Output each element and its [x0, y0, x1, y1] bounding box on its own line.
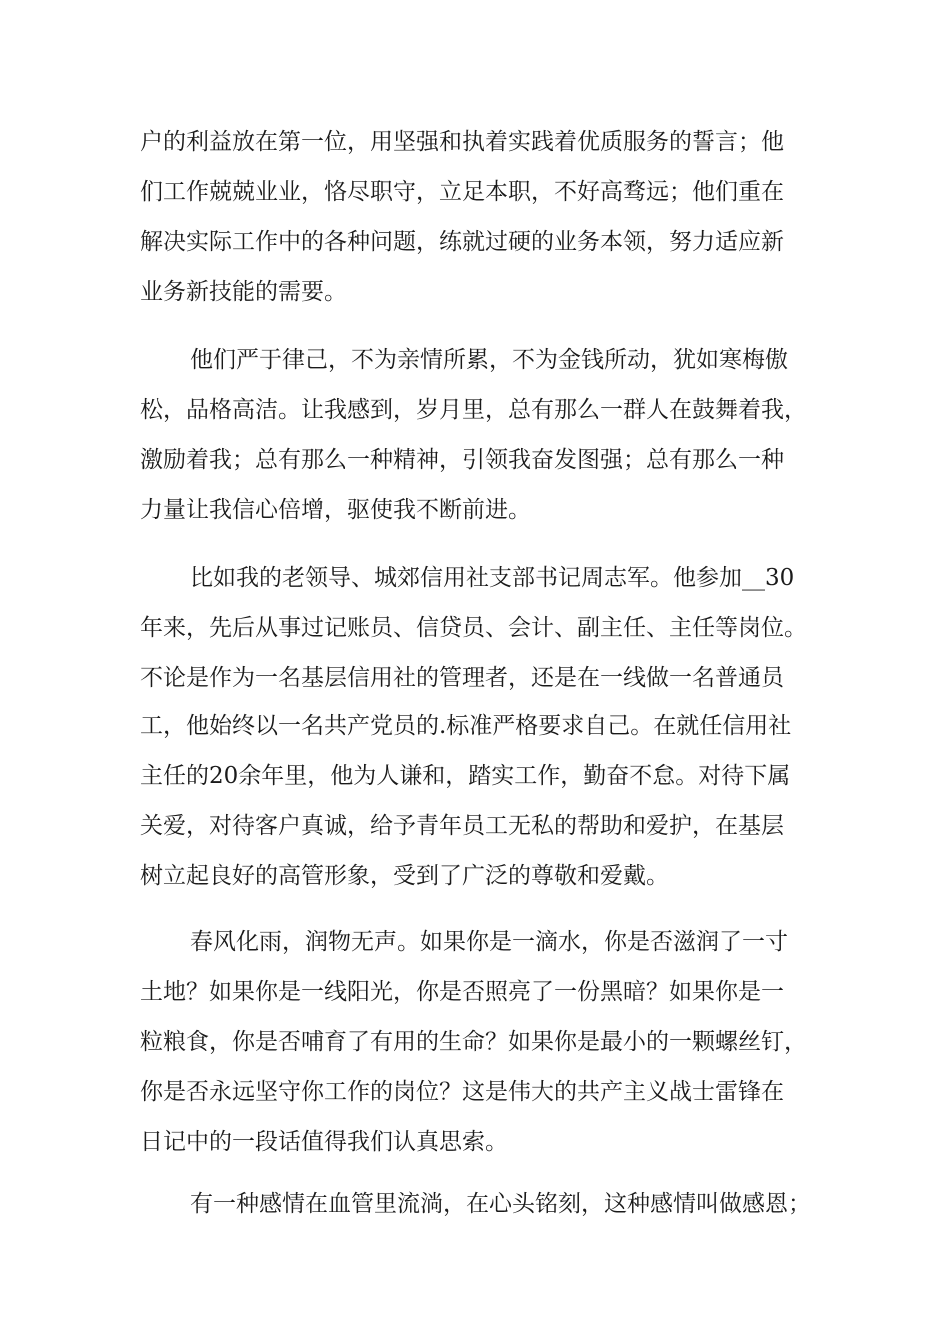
text-line: 年来，先后从事过记账员、信贷员、会计、副主任、主任等岗位。 [140, 615, 807, 641]
text-line: 松，品格高洁。让我感到，岁月里，总有那么一群人在鼓舞着我， [140, 397, 807, 423]
text-line: 他们严于律己，不为亲情所累，不为金钱所动，犹如寒梅傲 [190, 347, 788, 373]
text-line: 日记中的一段话值得我们认真思索。 [140, 1129, 508, 1155]
text-line: 土地？如果你是一线阳光，你是否照亮了一份黑暗？如果你是一 [140, 979, 784, 1005]
text-line: 关爱，对待客户真诚，给予青年员工无私的帮助和爱护，在基层 [140, 813, 784, 839]
text-line: 有一种感情在血管里流淌，在心头铭刻，这种感情叫做感恩； [190, 1191, 811, 1217]
text-line: 春风化雨，润物无声。如果你是一滴水，你是否滋润了一寸 [190, 929, 788, 955]
text-line: 们工作兢兢业业，恪尽职守，立足本职，不好高骛远；他们重在 [140, 179, 784, 205]
text-line: 树立起良好的高管形象，受到了广泛的尊敬和爱戴。 [140, 863, 669, 889]
text-line: 力量让我信心倍增，驱使我不断前进。 [140, 497, 531, 523]
text-line: 解决实际工作中的各种问题，练就过硬的业务本领，努力适应新 [140, 229, 784, 255]
text-line: 工，他始终以一名共产党员的.标准严格要求自己。在就任信用社 [140, 713, 792, 739]
text-line: 业务新技能的需要。 [140, 279, 347, 305]
text-line: 粒粮食，你是否哺育了有用的生命？如果你是最小的一颗螺丝钉， [140, 1029, 807, 1055]
text-line: 你是否永远坚守你工作的岗位？这是伟大的共产主义战士雷锋在 [140, 1079, 784, 1105]
text-line: 主任的20余年里，他为人谦和，踏实工作，勤奋不怠。对待下属 [140, 763, 791, 789]
text-line: 不论是作为一名基层信用社的管理者，还是在一线做一名普通员 [140, 665, 784, 691]
text-line: 激励着我；总有那么一种精神，引领我奋发图强；总有那么一种 [140, 447, 784, 473]
text-line: 户的利益放在第一位，用坚强和执着实践着优质服务的誓言；他 [140, 129, 784, 155]
text-line: 比如我的老领导、城郊信用社支部书记周志军。他参加__30 [190, 565, 795, 591]
